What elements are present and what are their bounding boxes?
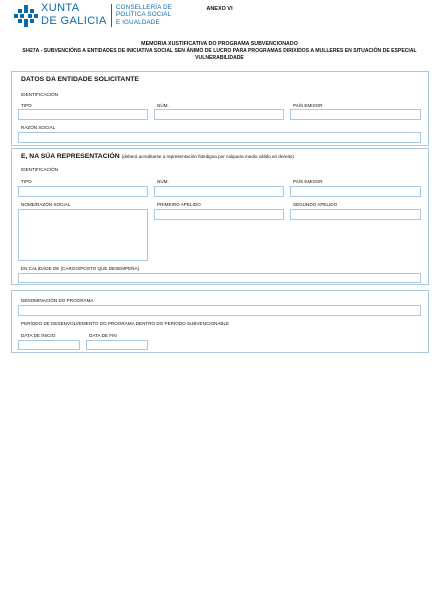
section-title: DATOS DA ENTIDADE SOLICITANTE [21,76,139,83]
program-name-label: DENOMINACIÓN DO PROGRAMA [21,298,94,303]
capacity-label: EN CALIDADE DE (CARGO/POSTO QUE DESEMPEÑA) [21,266,140,271]
issuing-country-label: PAÍS EMISOR [293,103,323,108]
number-label: NÚM. [157,179,169,184]
business-name-label: RAZÓN SOCIAL [21,125,56,130]
department-line-2: POLÍTICA SOCIAL [116,11,172,19]
type-label: TIPO [21,103,32,108]
document-subtitle: SI427A - SUBVENCIÓNS A ENTIDADES DE INICIATIVA SOCIAL SEN ÁNIMO DE LUCRO PARA PROGRAMAS DIRIXIDOS A MULLERES EN SITUACIÓN DE ESPECIAL VULNERABILIDADE [22,48,417,62]
name-field[interactable] [18,209,148,261]
first-surname-field[interactable] [154,209,284,220]
number-field[interactable] [154,109,284,120]
department-line-1: CONSELLERÍA DE [116,4,173,11]
development-period-label: PERÍODO DE DESENVOLVEMENTO DO PROGRAMA DENTRO DO PERÍODO SUBVENCIONABLE [21,321,230,326]
name-label: NOME/RAZÓN SOCIAL [21,202,71,207]
second-surname-label: SEGUNDO APELIDO [293,202,338,207]
identification-label: IDENTIFICACIÓN [21,167,59,172]
number-label: NÚM. [157,103,169,108]
program-name-field[interactable] [18,305,421,316]
end-date-label: DATA DE FIN [89,333,117,338]
identification-label: IDENTIFICACIÓN [21,92,59,97]
issuing-country-label: PAÍS EMISOR [293,179,323,184]
section-program [11,290,429,353]
start-date-field[interactable] [18,340,80,350]
section-representative [11,148,429,285]
section-title [21,153,294,160]
issuing-country-field[interactable] [290,186,421,197]
document-title: MEMORIA XUSTIFICATIVA DO PROGRAMA SUBVENCIONADO [141,41,298,47]
logo-text-galicia: DE GALICIA [41,15,107,27]
business-name-field[interactable] [18,132,421,143]
section-title-text: E, NA SÚA REPRESENTACIÓN [21,153,120,160]
capacity-field[interactable] [18,273,421,283]
issuing-country-field[interactable] [290,109,421,120]
type-label: TIPO [21,179,32,184]
start-date-label: DATA DE INICIO [21,333,56,338]
second-surname-field[interactable] [290,209,421,220]
type-field[interactable] [18,109,148,120]
first-surname-label: PRIMEIRO APELIDO [157,202,201,207]
logo-text-xunta: XUNTA [41,2,80,14]
representation-note: (deberá acreditarse a representación fidedigna por calquera medio válido en dereito) [121,154,294,159]
number-field[interactable] [154,186,284,197]
section-applicant [11,71,429,146]
end-date-field[interactable] [86,340,148,350]
type-field[interactable] [18,186,148,197]
annex-label: ANEXO VI [206,6,233,12]
department-line-3: E IGUALDADE [116,18,160,26]
